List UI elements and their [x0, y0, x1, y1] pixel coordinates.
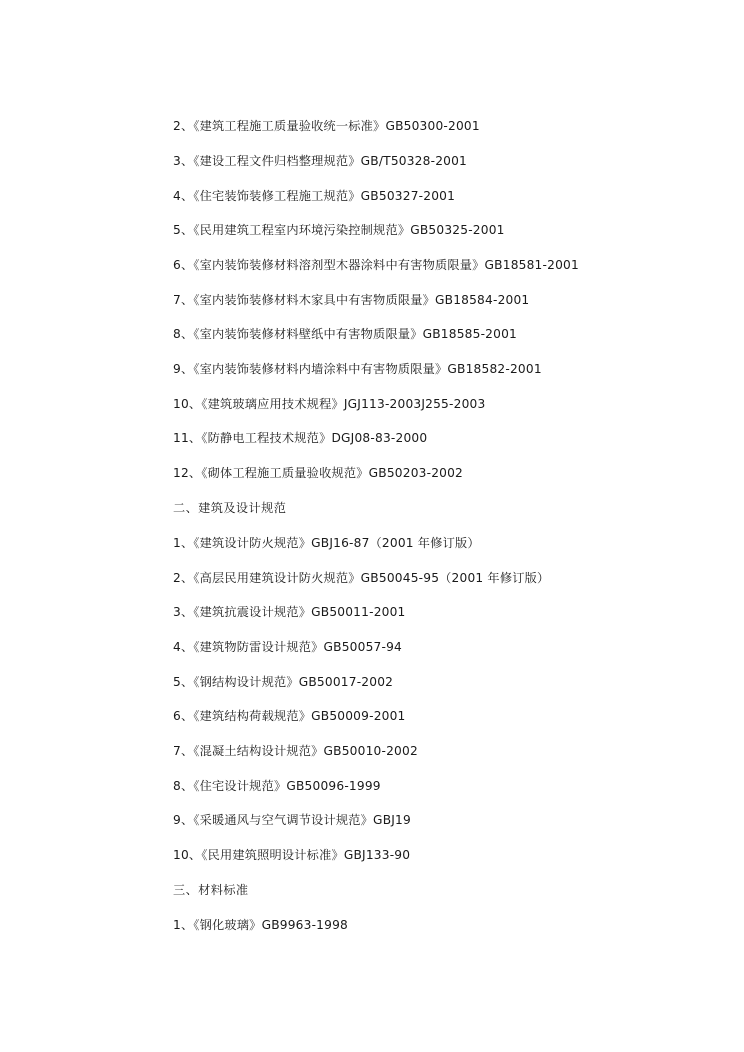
standard-item: 5、《民用建筑工程室内环境污染控制规范》GB50325-2001 [173, 223, 505, 237]
standard-item: 7、《室内装饰装修材料木家具中有害物质限量》GB18584-2001 [173, 293, 530, 307]
section-heading-building-design: 二、建筑及设计规范 [173, 501, 287, 515]
standard-item: 3、《建筑抗震设计规范》GB50011-2001 [173, 605, 406, 619]
standard-item: 9、《采暖通风与空气调节设计规范》GBJ19 [173, 813, 411, 827]
standard-item: 3、《建设工程文件归档整理规范》GB/T50328-2001 [173, 154, 468, 168]
section-heading-materials: 三、材料标准 [173, 883, 249, 897]
standard-item: 4、《住宅装饰装修工程施工规范》GB50327-2001 [173, 189, 456, 203]
standard-item: 11、《防静电工程技术规范》DGJ08-83-2000 [173, 431, 428, 445]
standard-item: 10、《民用建筑照明设计标准》GBJ133-90 [173, 848, 411, 862]
standard-item: 1、《钢化玻璃》GB9963-1998 [173, 918, 349, 932]
standard-item: 10、《建筑玻璃应用技术规程》JGJ113-2003J255-2003 [173, 397, 486, 411]
standard-item: 5、《钢结构设计规范》GB50017-2002 [173, 675, 394, 689]
standard-item: 2、《高层民用建筑设计防火规范》GB50045-95（2001 年修订版） [173, 571, 550, 585]
standard-item: 1、《建筑设计防火规范》GBJ16-87（2001 年修订版） [173, 536, 480, 550]
standard-item: 2、《建筑工程施工质量验收统一标准》GB50300-2001 [173, 119, 480, 133]
standard-item: 8、《室内装饰装修材料壁纸中有害物质限量》GB18585-2001 [173, 327, 517, 341]
standard-item: 6、《建筑结构荷载规范》GB50009-2001 [173, 709, 406, 723]
standard-item: 8、《住宅设计规范》GB50096-1999 [173, 779, 381, 793]
standard-item: 7、《混凝土结构设计规范》GB50010-2002 [173, 744, 418, 758]
standard-item: 12、《砌体工程施工质量验收规范》GB50203-2002 [173, 466, 464, 480]
standard-item: 6、《室内装饰装修材料溶剂型木器涂料中有害物质限量》GB18581-2001 [173, 258, 579, 272]
standard-item: 4、《建筑物防雷设计规范》GB50057-94 [173, 640, 402, 654]
standard-item: 9、《室内装饰装修材料内墙涂料中有害物质限量》GB18582-2001 [173, 362, 542, 376]
